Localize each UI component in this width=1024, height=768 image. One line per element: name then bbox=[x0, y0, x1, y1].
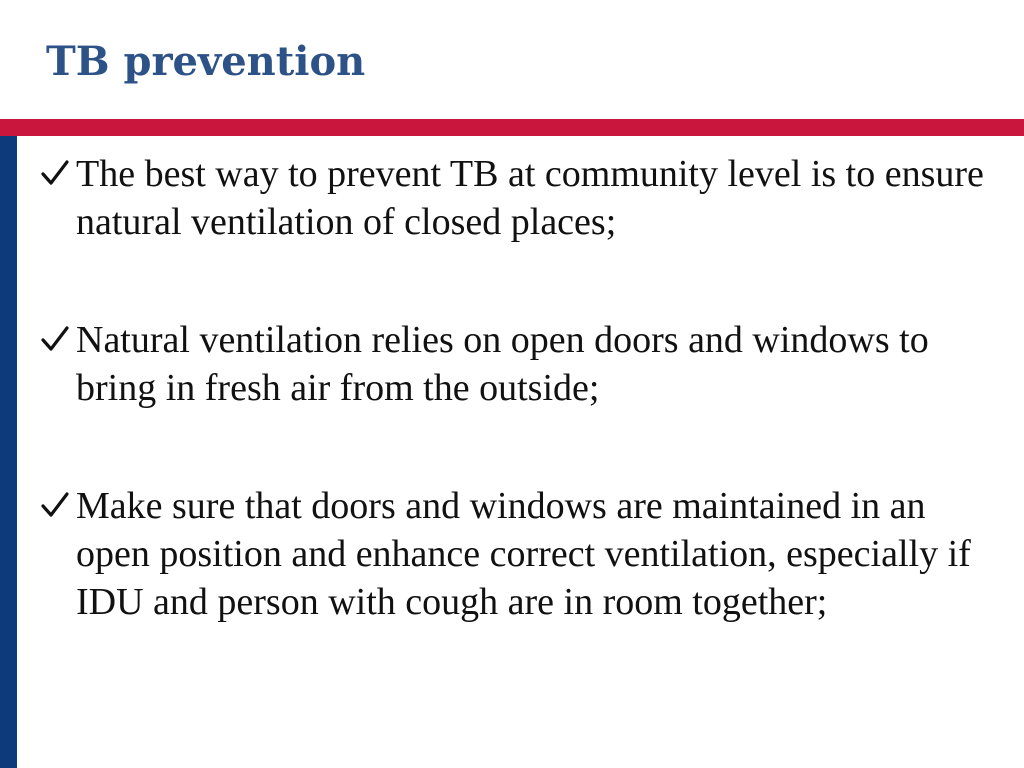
bullet-item bbox=[40, 316, 1005, 412]
bullet-list bbox=[40, 150, 1005, 696]
slide-title: TB prevention bbox=[46, 38, 366, 85]
checkmark-icon bbox=[40, 159, 70, 187]
checkmark-icon bbox=[40, 491, 70, 519]
bullet-item bbox=[40, 150, 1005, 246]
header-divider-bar bbox=[0, 119, 1024, 136]
left-accent-bar bbox=[0, 136, 17, 768]
bullet-text: Make sure that doors and windows are maintained in an open position and enhance correct ventilation, especially if IDU and person with cough are in room together; bbox=[76, 485, 971, 623]
bullet-text: The best way to prevent TB at community level is to ensure natural ventilation of closed places; bbox=[76, 153, 984, 243]
checkmark-icon bbox=[40, 325, 70, 353]
bullet-text: Natural ventilation relies on open doors and windows to bring in fresh air from the outside; bbox=[76, 319, 929, 409]
bullet-item bbox=[40, 482, 1005, 626]
